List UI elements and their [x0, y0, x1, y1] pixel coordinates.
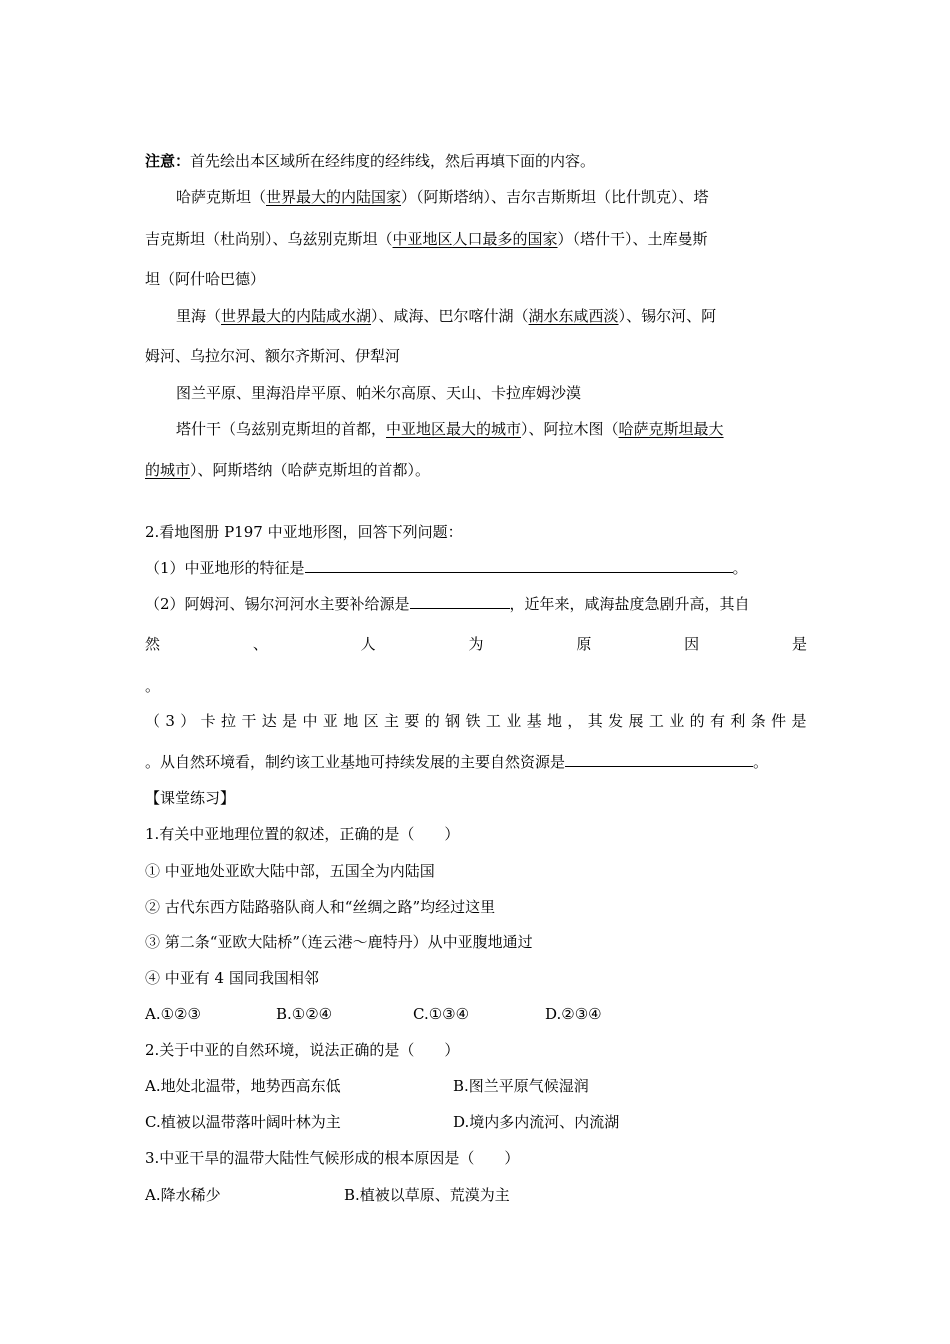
text-char: 地: [547, 712, 563, 730]
text: 。: [732, 559, 748, 577]
waters-line-1: [145, 306, 838, 326]
text: ）、阿拉木图（: [521, 420, 619, 438]
q2-sub2-line2: [145, 634, 807, 654]
text: 3.中亚干旱的温带大陆性气候形成的根本原因是（ ）: [145, 1149, 520, 1167]
text-char: 是: [791, 635, 807, 653]
text-char: 钢: [445, 712, 461, 730]
text-char: 工: [485, 712, 501, 730]
text: ）（塔什干）、土库曼斯: [557, 230, 708, 248]
option-b[interactable]: B.①②④: [276, 1005, 333, 1023]
text: ）、咸海、巴尔喀什湖（: [371, 307, 529, 325]
text-char: 然: [145, 635, 161, 653]
p-q2-stem: [145, 1040, 807, 1060]
text-char: 其: [587, 712, 603, 730]
text: ）、锡尔河、阿: [618, 307, 717, 325]
text-char: 的: [689, 712, 705, 730]
option-d[interactable]: D.境内多内流河、内流湖: [453, 1113, 620, 1131]
underlined-text: 中亚地区最大的城市: [386, 420, 522, 438]
text: 【课堂练习】: [145, 789, 236, 807]
option-d[interactable]: D.②③④: [545, 1005, 602, 1023]
text: ③ 第二条“亚欧大陆桥”（连云港～鹿特丹）从中亚腹地通过: [145, 933, 533, 951]
text-char: 发: [608, 712, 624, 730]
underlined-text: 湖水东咸西淡: [528, 307, 619, 325]
option-c[interactable]: C.植被以温带落叶阔叶林为主: [145, 1113, 341, 1131]
text-char: 为: [468, 635, 484, 653]
text-char: ）: [180, 712, 196, 730]
countries-line-2: [145, 229, 807, 249]
text-char: 是: [791, 712, 807, 730]
p-q1-item: [145, 932, 807, 952]
text-char: 拉: [221, 712, 237, 730]
text: 姆河、乌拉尔河、额尔齐斯河、伊犁河: [145, 347, 401, 365]
text: 。: [145, 677, 161, 695]
text-char: 铁: [465, 712, 481, 730]
text: 坦（阿什哈巴德）: [145, 270, 266, 288]
text: 塔什干（乌兹别克斯坦的首都，: [176, 420, 387, 438]
text: ，近年来，咸海盐度急剧升高，其自: [509, 595, 750, 613]
text-char: 主: [384, 712, 400, 730]
text-char: 达: [261, 712, 277, 730]
text: 吉克斯坦（杜尚别）、乌兹别克斯坦（: [145, 230, 393, 248]
waters-line-2: [145, 346, 807, 366]
text-char: 业: [506, 712, 522, 730]
text-char: 区: [363, 712, 379, 730]
q2-sub2-end: [145, 676, 807, 696]
text: 图兰平原、里海沿岸平原、帕米尔高原、天山、卡拉库姆沙漠: [176, 384, 582, 402]
option-a[interactable]: A.①②③: [145, 1005, 201, 1023]
countries-line-1: [145, 187, 838, 207]
note-label: 注意：: [145, 152, 191, 170]
underlined-text: 的城市: [145, 461, 191, 479]
countries-line-3: [145, 269, 807, 289]
text-char: 是: [282, 712, 298, 730]
text: ）（阿斯塔纳）、吉尔吉斯斯坦（比什凯克）、塔: [401, 188, 709, 206]
cities-line-1: [145, 419, 838, 439]
q2-title: [145, 522, 807, 542]
note-text: 首先绘出本区域所在经纬度的经纬线，然后再填下面的内容。: [190, 152, 596, 170]
text: 里海（: [176, 307, 222, 325]
text-char: 干: [241, 712, 257, 730]
option-b[interactable]: B.图兰平原气候湿润: [453, 1077, 589, 1095]
p-q1-item: [145, 897, 807, 917]
text-char: 件: [771, 712, 787, 730]
answer-blank[interactable]: [410, 594, 510, 609]
text-char: 亚: [322, 712, 338, 730]
underlined-text: 世界最大的内陆国家: [266, 188, 402, 206]
option-a[interactable]: A.地处北温带，地势西高东低: [145, 1077, 341, 1095]
text: （1）中亚地形的特征是: [145, 559, 305, 577]
text-char: 基: [526, 712, 542, 730]
text-char: 要: [404, 712, 420, 730]
option-b[interactable]: B.植被以草原、荒漠为主: [344, 1186, 510, 1204]
cities-line-2: [145, 460, 807, 480]
text: ）、阿斯塔纳（哈萨克斯坦的首都）。: [190, 461, 431, 479]
text: 1.有关中亚地理位置的叙述，正确的是（ ）: [145, 825, 460, 843]
text: 哈萨克斯坦（: [176, 188, 267, 206]
text-char: 中: [302, 712, 318, 730]
text-char: 的: [424, 712, 440, 730]
option-c[interactable]: C.①③④: [413, 1005, 470, 1023]
answer-blank[interactable]: [305, 558, 733, 573]
text: 。从自然环境看，制约该工业基地可持续发展的主要自然资源是: [145, 753, 566, 771]
underlined-text: 哈萨克斯坦最大: [618, 420, 724, 438]
landforms-line: [145, 383, 838, 403]
text-char: 地: [343, 712, 359, 730]
p-q1-item: [145, 861, 807, 881]
text: ① 中亚地处亚欧大陆中部，五国全为内陆国: [145, 862, 435, 880]
text: 。: [753, 753, 769, 771]
p-q3-stem: [145, 1148, 807, 1168]
text-char: （: [145, 712, 161, 730]
option-a[interactable]: A.降水稀少: [145, 1186, 221, 1204]
q2-sub1: [145, 558, 807, 578]
text-char: 利: [730, 712, 746, 730]
answer-blank[interactable]: [565, 752, 753, 767]
text: （2）阿姆河、锡尔河河水主要补给源是: [145, 595, 410, 613]
q2-sub3-line1: [145, 711, 807, 731]
q2-sub2-line1: [145, 594, 807, 614]
text-char: 业: [669, 712, 685, 730]
text: 2.看地图册 P197 中亚地形图，回答下列问题：: [145, 523, 463, 541]
note-line: [145, 151, 807, 171]
text-char: 工: [648, 712, 664, 730]
text-char: 因: [684, 635, 700, 653]
p-q1-stem: [145, 824, 807, 844]
p-q1-item: [145, 968, 807, 988]
text-char: 展: [628, 712, 644, 730]
text-char: 卡: [200, 712, 216, 730]
text-char: 、: [252, 635, 268, 653]
text-char: 条: [750, 712, 766, 730]
text: ④ 中亚有 4 国同我国相邻: [145, 969, 319, 987]
q2-sub3-line2: [145, 752, 807, 772]
text: ② 古代东西方陆路骆队商人和“丝绸之路”均经过这里: [145, 898, 496, 916]
underlined-text: 世界最大的内陆咸水湖: [221, 307, 372, 325]
practice-header: [145, 788, 807, 808]
text-char: 有: [710, 712, 726, 730]
text-char: 人: [360, 635, 376, 653]
text-char: 3: [165, 712, 175, 730]
underlined-text: 中亚地区人口最多的国家: [392, 230, 558, 248]
text-char: ，: [567, 712, 583, 730]
text: 2.关于中亚的自然环境，说法正确的是（ ）: [145, 1041, 460, 1059]
text-char: 原: [576, 635, 592, 653]
